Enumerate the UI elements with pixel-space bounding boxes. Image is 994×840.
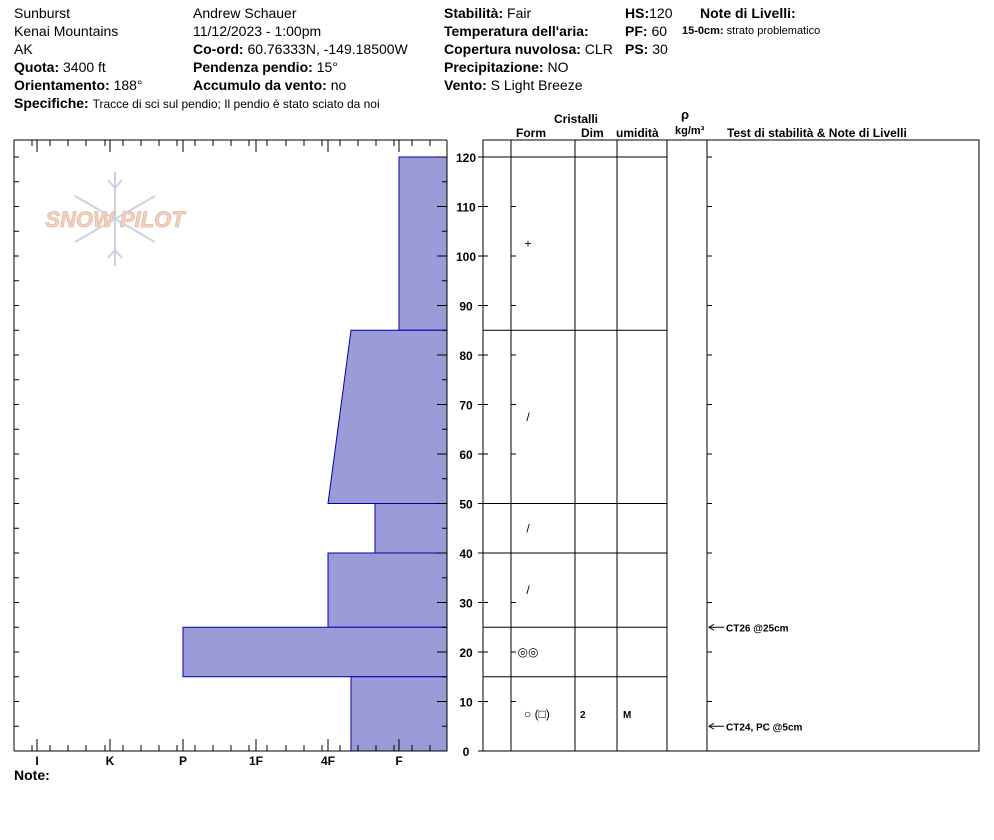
- wind-loading-label: Accumulo da vento:: [193, 77, 327, 93]
- pf-label: PF:: [625, 23, 648, 39]
- precip-label: Precipitazione:: [444, 59, 544, 75]
- depth-tick-label: 60: [459, 448, 473, 462]
- layer-note-text: strato problematico: [726, 25, 821, 37]
- layer-form-2: /: [526, 521, 530, 536]
- dim-header: Dim: [581, 126, 604, 140]
- hardness-tick-label: K: [105, 754, 115, 768]
- observer: Andrew Schauer: [193, 5, 297, 21]
- layer-form-3: /: [526, 583, 530, 598]
- depth-tick-label: 0: [462, 745, 470, 759]
- rho-header: ρ: [681, 107, 690, 122]
- stability-label: Stabilità:: [444, 5, 504, 21]
- test-label-1: CT24, PC @5cm: [726, 722, 803, 734]
- wind-value: S Light Breeze: [490, 77, 583, 93]
- cloud-value: CLR: [584, 41, 613, 57]
- humidity-header: umidità: [616, 126, 659, 140]
- crystals-header: Cristalli: [554, 112, 599, 126]
- depth-tick-label: 10: [459, 695, 473, 710]
- depth-tick-label: 70: [459, 398, 473, 413]
- depth-tick-label: 30: [459, 596, 473, 611]
- layer-form-1: /: [526, 409, 530, 424]
- hardness-bar-1: [328, 330, 447, 503]
- specifics-text: Tracce di sci sul pendio; Il pendio è stato sciato da noi: [92, 97, 380, 111]
- depth-tick-label: 90: [459, 299, 473, 314]
- layer-form-0: +: [524, 236, 532, 251]
- hardness-tick-label: F: [395, 754, 403, 768]
- wind-label: Vento:: [444, 77, 487, 93]
- datetime: 11/12/2023 - 1:00pm: [193, 23, 322, 39]
- slope-value: 15°: [316, 59, 338, 75]
- hardness-tick-label: 1F: [248, 754, 264, 768]
- depth-tick-label: 20: [459, 646, 473, 660]
- elevation-label: Quota:: [14, 59, 60, 75]
- specifics-label: Specifiche:: [14, 95, 89, 111]
- pf-value: 60: [651, 23, 668, 39]
- tests-header: Test di stabilità & Note di Livelli: [727, 126, 907, 140]
- layer-form-4: ◎◎: [517, 645, 539, 659]
- table-frame: [483, 140, 979, 751]
- depth-tick-label: 100: [455, 250, 477, 264]
- ps-value: 30: [652, 41, 668, 57]
- slope-label: Pendenza pendio:: [193, 59, 313, 75]
- hardness-tick-label: 4F: [320, 754, 336, 768]
- elevation-value: 3400 ft: [63, 59, 106, 75]
- depth-tick-label: 120: [455, 151, 477, 165]
- layer-form-5: ○ (□): [524, 706, 550, 721]
- logo-text-group: [45, 207, 186, 232]
- cloud-label: Copertura nuvolosa:: [444, 41, 581, 57]
- hardness-bar-3: [328, 553, 447, 627]
- layer-moisture-5: M: [623, 709, 632, 721]
- depth-tick-label: 110: [456, 200, 476, 215]
- layer-size-5: 2: [580, 709, 586, 721]
- density-unit-header: kg/m³: [675, 125, 705, 137]
- stability-value: Fair: [507, 5, 532, 21]
- form-header: Form: [516, 126, 546, 140]
- hardness-bar-4: [183, 627, 447, 677]
- precip-value: NO: [547, 59, 569, 75]
- hardness-bar-0: [399, 157, 447, 330]
- aspect-value: 188°: [113, 77, 143, 93]
- mountain-range: Kenai Mountains: [14, 23, 119, 39]
- layers-table: [483, 140, 979, 751]
- coord-value: 60.76333N, -149.18500W: [247, 41, 408, 57]
- wind-loading-value: no: [330, 77, 347, 93]
- hardness-bar-2: [375, 504, 447, 554]
- air-temp-label: Temperatura dell'aria:: [444, 23, 589, 39]
- ps-label: PS:: [625, 41, 649, 57]
- notes-label: Note:: [14, 767, 50, 783]
- hs-label: HS:: [625, 5, 650, 21]
- layer-note-depth: 15-0cm:: [682, 25, 724, 37]
- depth-tick-label: 50: [459, 497, 473, 512]
- depth-tick-label: 40: [459, 547, 473, 561]
- hardness-tick-label: P: [178, 754, 188, 768]
- layer-notes-label: Note di Livelli:: [700, 5, 796, 21]
- hardness-bars: [183, 157, 447, 751]
- aspect-label: Orientamento:: [14, 77, 110, 93]
- depth-tick-label: 80: [459, 349, 473, 363]
- hardness-tick-label: I: [35, 754, 39, 768]
- hs-value: 120: [649, 5, 673, 21]
- location-name: Sunburst: [14, 5, 71, 21]
- test-label-0: CT26 @25cm: [726, 623, 789, 635]
- logo-text: SNOW PILOT: [45, 207, 185, 232]
- coord-label: Co-ord:: [193, 41, 244, 57]
- state: AK: [14, 41, 33, 57]
